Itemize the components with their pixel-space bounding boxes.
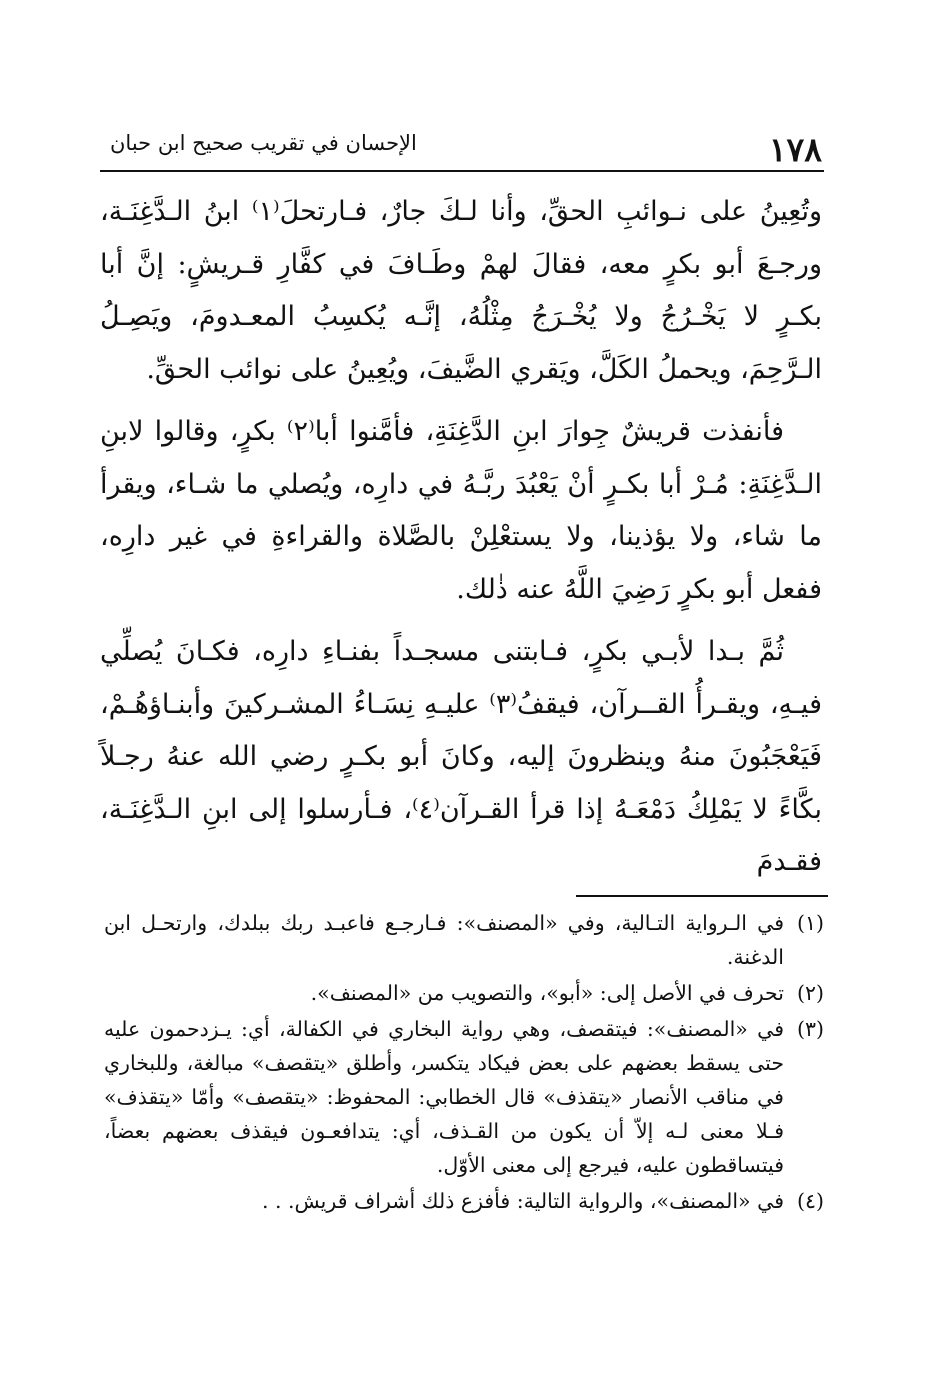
footnote <box>104 906 824 974</box>
footnote-number: (٢) <box>796 981 824 1005</box>
running-title: الإحسان في تقريب صحيح ابن حبان <box>110 131 417 155</box>
page-number: ١٧٨ <box>768 130 822 169</box>
body-paragraph: وتُعِينُ على نـوائبِ الحقِّ، وأنا لـكَ جارٌ، فـارتحلَ⁽١⁾ ابنُ الـدَّغِنَـة، ورجـعَ أبو بكرٍ معه، فقالَ لهمْ وطَـافَ في كفَّارِ قـريشٍ: إنَّ أبا بكـرٍ لا يَخْـرُجُ ولا يُخْـرَجُ مِثْلُهُ، إنَّـه يُكسِبُ المعـدومَ، ويَصِـلُ الـرَّحِمَ، ويحملُ الكَلَّ، ويَقري الضَّيفَ، ويُعِينُ على نوائب الحقِّ. <box>100 196 822 385</box>
body-paragraph: فأنفذت قريشٌ جِوارَ ابنِ الدَّغِنَةِ، فأمَّنوا أبا⁽٢⁾ بكرٍ، وقالوا لابنِ الـدَّغِنَةِ: مُـرْ أبا بكـرٍ أنْ يَعْبُدَ ربَّـهُ في دارِه، ويُصلي ما شـاء، ويقرأ ما شاء، ولا يؤذينا، ولا يستعْلِنْ بالصَّلاة والقراءةِ في غير دارِه، ففعل أبو بكرٍ رَضِيَ اللَّهُ عنه ذٰلك. <box>100 416 822 605</box>
header-rule <box>100 170 824 172</box>
page-header <box>100 126 822 170</box>
footnote <box>104 1012 824 1182</box>
footnote-rule <box>576 895 828 897</box>
main-text <box>100 186 822 889</box>
footnote-text: في الـرواية التـالية، وفي «المصنف»: فـارجـع فاعبـد ربك ببلدك، وارتحـل ابن الدغنة. <box>104 911 784 969</box>
footnote-number: (١) <box>796 911 824 935</box>
footnote <box>104 1184 824 1218</box>
footnote-number: (٤) <box>796 1189 824 1213</box>
footnote <box>104 976 824 1010</box>
footnote-text: تحرف في الأصل إلى: «أبو»، والتصويب من «المصنف». <box>310 981 784 1005</box>
footnote-text: في «المصنف»، والرواية التالية: فأفزع ذلك أشراف قريش. . . <box>261 1189 784 1213</box>
footnote-text: في «المصنف»: فيتقصف، وهي رواية البخاري في الكفالة، أي: يـزدحمون عليه حتى يسقط بعضهم على بعض فيكاد يتكسر، وأطلق «يتقصف» مبالغة، وللبخاري في مناقب الأنصار «يتقذف» قال الخطابي: المحفوظ: «يتقصف» وأمّا «يتقذف» فـلا معنى لـه إلاّ أن يكون من القـذف، أي: يتدافعـون فيقذف بعضهم بعضاً، فيتساقطون عليه، فيرجع إلى معنى الأوّل. <box>104 1017 784 1177</box>
footnotes <box>104 906 824 1218</box>
body-paragraph: ثُمَّ بـدا لأبـي بكرٍ، فـابتنى مسجـداً بفنـاءِ دارِه، فكـانَ يُصلِّي فيـهِ، ويقـرأُ القــرآن، فيقفُ⁽٣⁾ عليـهِ نِسَـاءُ المشـركينَ وأبنـاؤهُـمْ، فَيَعْجَبُونَ منهُ وينظرونَ إليه، وكانَ أبو بكـرٍ رضي الله عنهُ رجـلاً بكَّاءً لا يَمْلِكُ دَمْعَـهُ إذا قرأ القـرآن⁽٤⁾، فـأرسلوا إلى ابنِ الـدَّغِنَـة، فقـدمَ <box>100 636 822 877</box>
footnote-number: (٣) <box>796 1017 824 1041</box>
